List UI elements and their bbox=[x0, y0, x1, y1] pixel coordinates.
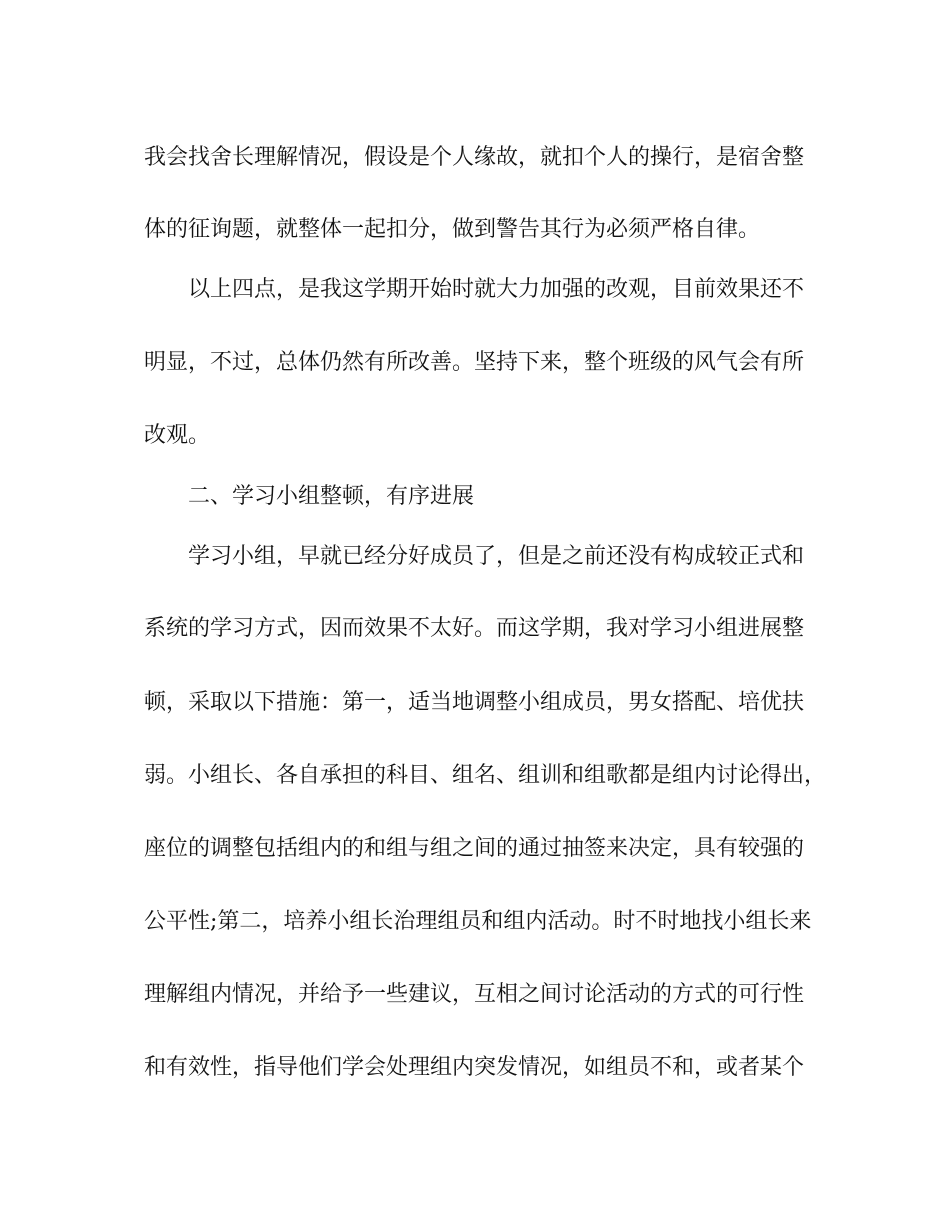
paragraph-line: 座位的调整包括组内的和组与组之间的通过抽签来决定，具有较强的 bbox=[144, 836, 805, 861]
paragraph-line: 体的征询题，就整体一起扣分，做到警告其行为必须严格自律。 bbox=[144, 217, 761, 242]
section-heading: 二、学习小组整顿，有序进展 bbox=[188, 484, 475, 509]
paragraph-line: 系统的学习方式，因而效果不太好。而这学期，我对学习小组进展整 bbox=[144, 616, 805, 641]
paragraph-line: 顿，采取以下措施：第一，适当地调整小组成员，男女搭配、培优扶 bbox=[144, 690, 805, 715]
paragraph-line: 公平性;第二，培养小组长治理组员和组内活动。时不时地找小组长来 bbox=[144, 909, 812, 934]
paragraph-line: 我会找舍长理解情况，假设是个人缘故，就扣个人的操行，是宿舍整 bbox=[144, 145, 805, 170]
paragraph-line: 学习小组，早就已经分好成员了，但是之前还没有构成较正式和 bbox=[188, 544, 805, 569]
paragraph-line: 明显，不过，总体仍然有所改善。坚持下来，整个班级的风气会有所 bbox=[144, 350, 805, 375]
paragraph-line: 以上四点，是我这学期开始时就大力加强的改观，目前效果还不 bbox=[188, 277, 805, 302]
paragraph-line: 理解组内情况，并给予一些建议，互相之间讨论活动的方式的可行性 bbox=[144, 982, 805, 1007]
paragraph-line: 改观。 bbox=[144, 423, 211, 448]
paragraph-line: 弱。小组长、各自承担的科目、组名、组训和组歌都是组内讨论得出， bbox=[144, 763, 827, 788]
paragraph-line: 和有效性，指导他们学会处理组内突发情况，如组员不和，或者某个 bbox=[144, 1055, 805, 1080]
